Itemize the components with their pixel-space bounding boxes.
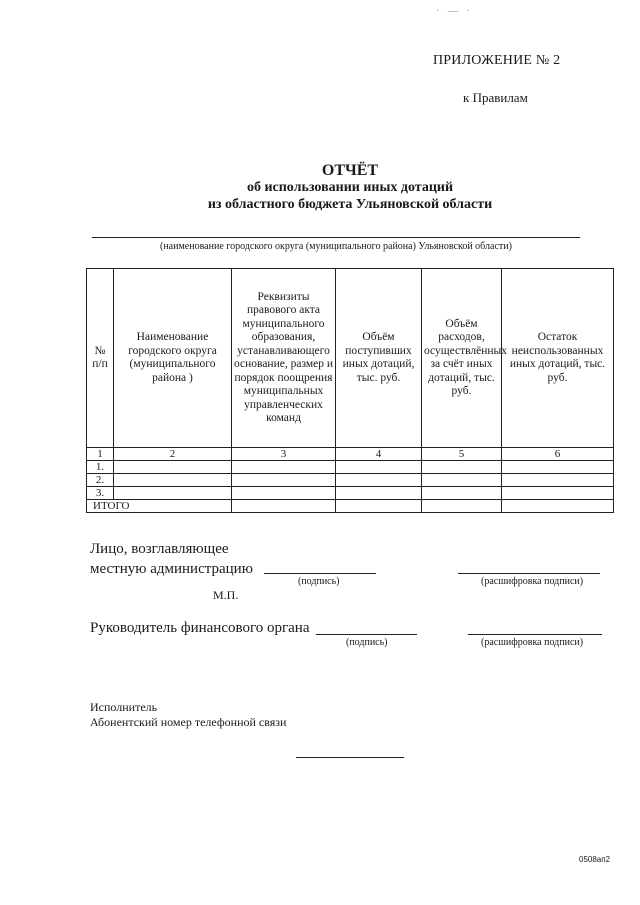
table-cell: [114, 474, 232, 487]
table-row: [87, 487, 614, 500]
column-number: 1: [87, 448, 114, 461]
head-decoding-hint: (расшифровка подписи): [481, 576, 584, 587]
total-label: ИТОГО: [87, 500, 232, 513]
head-label-line1: Лицо, возглавляющее: [90, 541, 229, 557]
table-cell: [422, 500, 502, 513]
table-cell: [502, 500, 614, 513]
table-cell: [336, 474, 422, 487]
column-number: 5: [422, 448, 502, 461]
appendix-label: ПРИЛОЖЕНИЕ № 2: [433, 53, 561, 68]
head-decoding-line: [458, 573, 600, 574]
header-received: Объём поступивших иных дотаций, тыс. руб.: [336, 269, 422, 448]
phone-label: Абонентский номер телефонной связи: [90, 715, 287, 729]
executor-label: Исполнитель: [90, 700, 158, 714]
finance-decoding-hint: (расшифровка подписи): [481, 637, 584, 648]
column-number: 4: [336, 448, 422, 461]
finance-signature-line: [316, 634, 417, 635]
seal-label: М.П.: [213, 588, 239, 602]
finance-head-label: Руководитель финансового органа: [90, 620, 310, 636]
table-cell: [422, 461, 502, 474]
table-header-row: [87, 269, 614, 448]
finance-decoding-line: [468, 634, 602, 635]
table-cell: [232, 500, 336, 513]
table-cell: [422, 487, 502, 500]
column-number-row: [87, 448, 614, 461]
table-cell: [502, 461, 614, 474]
head-signature-hint: (подпись): [298, 576, 340, 587]
table-cell: [232, 461, 336, 474]
row-number: 3.: [87, 487, 114, 500]
table-cell: [232, 474, 336, 487]
table-cell: [336, 461, 422, 474]
report-subtitle-1: об использовании иных дотаций: [246, 180, 454, 195]
report-subtitle-2: из областного бюджета Ульяновской области: [207, 197, 493, 212]
finance-signature-hint: (подпись): [346, 637, 388, 648]
table-cell: [336, 487, 422, 500]
municipality-name-line: [92, 237, 580, 238]
head-label-line2: местную администрацию: [90, 561, 253, 577]
header-spent: Объём расходов, осуществлённых за счёт иных дотаций, тыс. руб.: [422, 269, 502, 448]
header-number: № п/п: [87, 269, 114, 448]
table-row: [87, 474, 614, 487]
table-cell: [336, 500, 422, 513]
document-code: 0508ап2: [579, 855, 611, 864]
header-legal-act: Реквизиты правового акта муниципального образования, устанавливающего основание, размер и порядок поощрения муниципальных управленческих команд: [232, 269, 336, 448]
executor-line: [296, 757, 404, 758]
row-number: 1.: [87, 461, 114, 474]
to-rules-label: к Правилам: [463, 90, 528, 105]
table-cell: [114, 461, 232, 474]
column-number: 2: [114, 448, 232, 461]
column-number: 6: [502, 448, 614, 461]
table-row: [87, 461, 614, 474]
report-table: [86, 268, 614, 513]
row-number: 2.: [87, 474, 114, 487]
municipality-hint: (наименование городского округа (муниципального района) Ульяновской области): [160, 241, 512, 252]
table-cell: [232, 487, 336, 500]
table-cell: [502, 474, 614, 487]
report-title: ОТЧЁТ: [321, 162, 379, 179]
header-municipality: Наименование городского округа (муниципального района ): [114, 269, 232, 448]
header-remaining: Остаток неиспользованных иных дотаций, тыс. руб.: [502, 269, 614, 448]
head-signature-line: [264, 573, 376, 574]
total-row: [87, 500, 614, 513]
table-cell: [502, 487, 614, 500]
table-cell: [114, 487, 232, 500]
table-cell: [422, 474, 502, 487]
column-number: 3: [232, 448, 336, 461]
scan-mark: · — ·: [436, 6, 473, 17]
